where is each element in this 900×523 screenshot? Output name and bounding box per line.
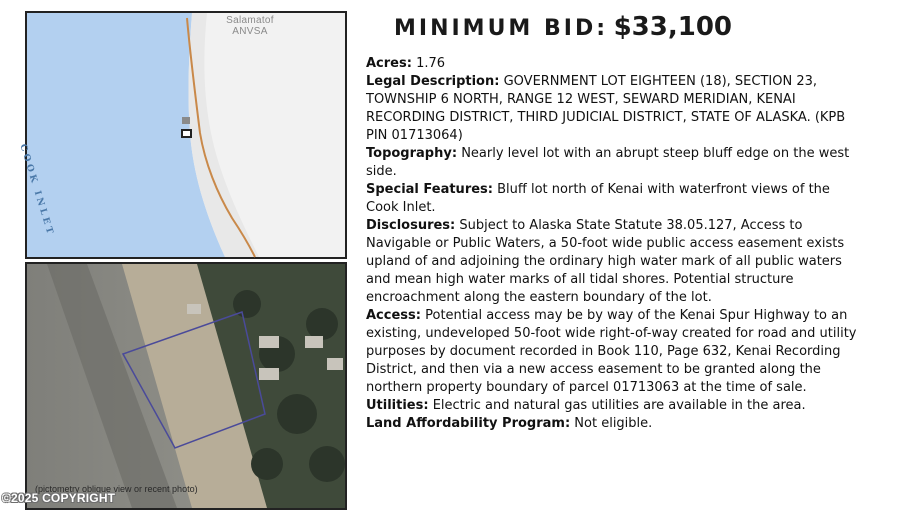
detail-legal-description: Legal Description: GOVERNMENT LOT EIGHTEEN (18), SECTION 23, TOWNSHIP 6 NORTH, RANGE 12 WEST, SEWARD MERIDIAN, KENAI RECORDING DISTRICT, THIRD JUDICIAL DISTRICT, STATE OF ALASKA. (KPB PIN 01713064) <box>366 74 846 143</box>
copyright-watermark: ©2025 COPYRIGHT <box>2 491 116 505</box>
detail-special-features: Special Features: Bluff lot north of Kenai with waterfront views of the Cook Inlet. <box>366 182 830 215</box>
aerial-caption: (pictometry oblique view or recent photo) <box>35 484 198 494</box>
aerial-graphic <box>27 264 345 508</box>
aerial-photo <box>25 262 347 510</box>
detail-acres: Acres: 1.76 <box>366 56 446 71</box>
detail-access: Access: Potential access may be by way of the Kenai Spur Highway to an existing, undeveloped 50-foot wide right-of-way created for road and utility purposes by document recorded in Book 110, Page 632, Kenai Recording District, and then via a new access easement to be granted along the northern property boundary of parcel 01713063 at the time of sale. <box>366 308 857 395</box>
detail-land-affordability: Land Affordability Program: Not eligible. <box>366 416 653 431</box>
location-map <box>17 11 347 259</box>
detail-disclosures: Disclosures: Subject to Alaska State Statute 38.05.127, Access to Navigable or Public Waters, a 50-foot wide public access easement exists upland of and adjoining the ordinary high water mark of all public waters and mean high water marks of all tidal shores. Potential structure encroachment along the eastern boundary of the lot. <box>366 218 845 305</box>
minimum-bid-amount: $33,100 <box>613 12 732 42</box>
map-town-label: Salamatof ANVSA <box>226 15 274 37</box>
minimum-bid-label: MINIMUM BID: <box>394 16 608 41</box>
map-parcel-marker-b-inner <box>183 131 190 136</box>
detail-topography: Topography: Nearly level lot with an abrupt steep bluff edge on the west side. <box>366 146 850 179</box>
parcel-details <box>366 55 862 433</box>
minimum-bid-heading <box>394 12 794 42</box>
map-graphic <box>27 13 345 257</box>
detail-utilities: Utilities: Electric and natural gas utilities are available in the area. <box>366 398 806 413</box>
map-water-label: COOK INLET <box>17 143 56 238</box>
map-parcel-marker-a <box>182 117 190 124</box>
